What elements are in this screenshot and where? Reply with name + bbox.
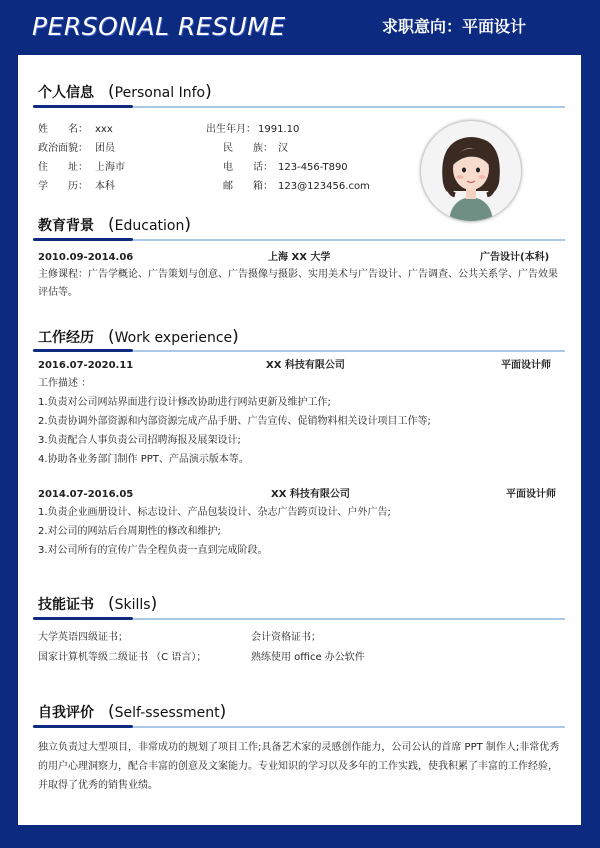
section-title-skills [38, 594, 157, 614]
skill-item: 大学英语四级证书； [38, 632, 128, 643]
section-title-en-wrap: (Skills) [108, 594, 158, 614]
resume-title: PERSONAL RESUME [32, 12, 286, 41]
section-title-cn: 技能证书 [38, 597, 94, 613]
section-title-en: Personal Info [114, 85, 206, 101]
section-title-en-wrap: (Work experience) [108, 327, 239, 347]
section-title-en-wrap: (Personal Info) [108, 82, 212, 102]
section-title-en-wrap: (Education) [108, 215, 191, 235]
skill-item: 会计资格证书； [251, 632, 321, 643]
section-bar-light [133, 726, 565, 728]
section-title-en: Work experience [114, 330, 233, 346]
birth-value: 1991.10 [258, 124, 300, 135]
section-title-cn: 个人信息 [38, 85, 94, 101]
job-line: 4.协助各业务部门制作 PPT、产品演示版本等。 [38, 454, 249, 465]
job-period: 2016.07-2020.11 [38, 360, 134, 371]
section-title-education [38, 215, 191, 235]
section-title-self [38, 702, 226, 722]
politics-value: 团员 [95, 143, 115, 154]
politics-label: 政治面貌： [38, 143, 88, 154]
phone-value: 123-456-T890 [278, 162, 348, 173]
address-value: 上海市 [95, 162, 125, 173]
name-label: 姓 名： [38, 124, 88, 135]
edu-school: 上海 XX 大学 [268, 252, 331, 263]
job-line: 工作描述 ： [38, 378, 92, 389]
section-bar-light [133, 350, 565, 352]
job-line: 1.负责企业画册设计、标志设计、产品包装设计、杂志广告跨页设计、户外广告; [38, 507, 391, 518]
job-line: 3.负责配合人事负责公司招聘海报及展架设计; [38, 435, 241, 446]
email-value: 123@123456.com [278, 181, 370, 192]
edu-period: 2010.09-2014.06 [38, 252, 134, 263]
skill-item: 熟练使用 office 办公软件 [251, 652, 365, 663]
edu-courses: 主修课程：广告学概论、广告策划与创意、广告摄像与摄影、实用美术与广告设计、广告调查、公共关系学、广告效果评估等。 [38, 269, 558, 298]
section-bar-light [133, 106, 565, 108]
section-title-cn: 自我评价 [38, 705, 94, 721]
section-title-en-wrap: (Self-ssessment) [108, 702, 227, 722]
section-bar-dark [33, 617, 133, 620]
job-line: 1.负责对公司网站界面进行设计修改协助进行网站更新及维护工作; [38, 397, 331, 408]
job-company: XX 科技有限公司 [266, 360, 345, 371]
section-title-en: Education [114, 218, 185, 234]
phone-label: 电 话： [223, 162, 273, 173]
resume-paper [18, 55, 581, 825]
birth-label: 出生年月： [206, 124, 256, 135]
job-company: XX 科技有限公司 [271, 489, 350, 500]
section-bar-dark [33, 725, 133, 728]
name-value: xxx [95, 124, 113, 135]
skill-item: 国家计算机等级二级证书 （C 语言）； [38, 652, 207, 663]
avatar [420, 120, 522, 222]
section-title-en: Self-ssessment [114, 705, 220, 721]
job-role: 平面设计师 [506, 489, 556, 500]
job-line: 2.负责协调外部资源和内部资源完成产品手册、广告宣传、促销物料相关设计项目工作等; [38, 416, 431, 427]
section-title-personal [38, 82, 212, 102]
email-label: 邮 箱： [223, 181, 273, 192]
section-bar-light [133, 239, 565, 241]
job-line: 2.对公司的网站后台周期性的修改和维护; [38, 526, 221, 537]
section-title-cn: 教育背景 [38, 218, 94, 234]
section-bar-dark [33, 105, 133, 108]
self-assessment-text: 独立负责过大型项目，非常成功的规划了项目工作;具备艺术家的灵感创作能力，公司公认的首席 PPT 制作人;非常优秀的用户心理洞察力，配合丰富的创意及文案能力。专业知识的学习以及多年的工作实践，使我积累了丰富的工作经验，并取得了优秀的销售业绩。 [38, 742, 560, 791]
avatar-illustration-icon [421, 121, 521, 221]
section-bar-light [133, 618, 565, 620]
nation-value: 汉 [278, 143, 288, 154]
section-title-cn: 工作经历 [38, 330, 94, 346]
section-title-work [38, 327, 239, 347]
section-title-en: Skills [114, 597, 151, 613]
job-role: 平面设计师 [501, 360, 551, 371]
section-bar-dark [33, 349, 133, 352]
nation-label: 民 族： [223, 143, 273, 154]
edu-major: 广告设计(本科) [480, 252, 550, 263]
job-line: 3.对公司所有的宣传广告全程负责一直到完成阶段。 [38, 545, 268, 556]
degree-value: 本科 [95, 181, 115, 192]
section-bar-dark [33, 238, 133, 241]
job-period: 2014.07-2016.05 [38, 489, 134, 500]
job-intent: 求职意向：平面设计 [381, 17, 526, 36]
degree-label: 学 历： [38, 181, 88, 192]
address-label: 住 址： [38, 162, 88, 173]
